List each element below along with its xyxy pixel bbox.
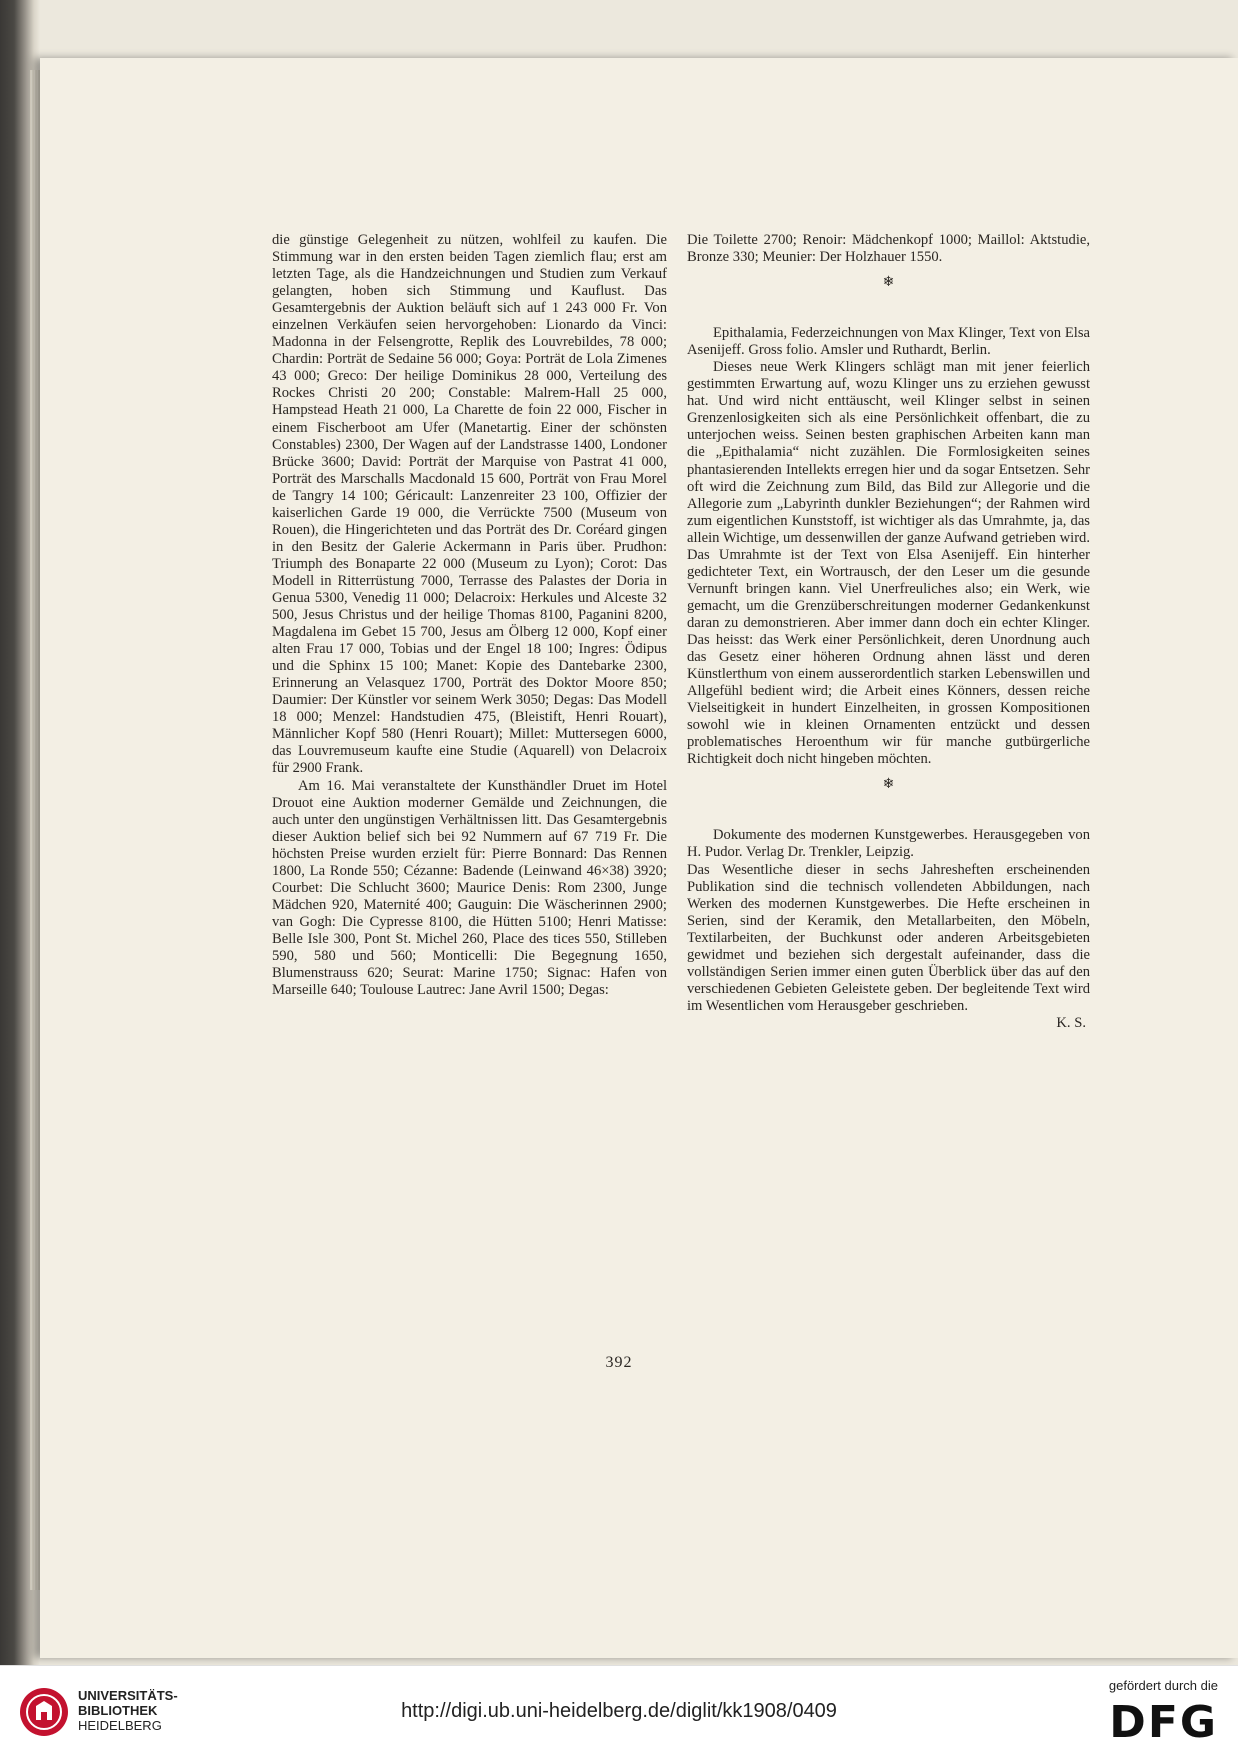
digitization-footer bbox=[0, 1665, 1238, 1754]
review-dokumente-header: Dokumente des modernen Kunstgewerbes. Herausgegeben von H. Pudor. Verlag Dr. Trenkler, Leipzig. bbox=[687, 827, 1090, 861]
page-number: 392 bbox=[605, 1354, 633, 1371]
asterism-ornament: ❄ bbox=[882, 275, 895, 291]
sponsor-block bbox=[1108, 1678, 1218, 1748]
right-column bbox=[687, 232, 1090, 1032]
review-dokumente-body: Das Wesentliche dieser in sechs Jahresheften erscheinenden Publikation sind die technisch vollendeten Abbildungen, nach Werken des modernen Kunstgewerbes. Die Hefte erscheinen in Serien, sind der Keramik, den Metallarbeiten, den Möbeln, Textilarbeiten, der Buchkunst oder anderen Arbeitsgebieten gewidmet und beziehen sich dergestalt aufeinander, dass die vollständigen Serien immer einen guten Überblick über das auf den verschiedenen Gebieten Geleistete geben. Der begleitende Text wird im Wesentlichen vom Herausgeber geschrieben. bbox=[687, 861, 1090, 1014]
permalink-url[interactable]: http://digi.ub.uni-heidelberg.de/diglit/kk1908/0409 bbox=[401, 1700, 837, 1722]
review-epithalamia-body: Dieses neue Werk Klingers schlägt man mit jener feierlich gestimmten Erwartung auf, wozu Klinger uns zu erziehen gewusst hat. Und wird nicht enttäuscht, weil Klinger selbst in seinen Grenzenlosigkeiten sich als eine Persönlichkeit offenbart, die zu unterjochen weiss. Seinen besten graphischen Arbeiten kann man die „Epithalamia“ nicht zuzählen. Die Formlosigkeiten seines phantasierenden Intellekts erregen hier und da sogar Entsetzen. Sehr oft wird die Zeichnung zum Bild, das Bild zur Allegorie und die Allegorie zum „Labyrinth dunkler Beziehungen“; der Rahmen wird zum eigentlichen Kunststoff, ist wichtiger als das Umrahmte, ja, das allein Wichtige, um dessenwillen der ganze Aufwand getrieben wird. Das Umrahmte ist der Text von Elsa Asenijeff. Ein hinterher gedichteter Text, ein Wortrausch, der den Leser um die gesunde Vernunft bringen kann. Viel Unerfreuliches also; ein Werk, wie gemacht, um die Grenzüberschreitungen moderner Gedankenkunst daran zu demonstrieren. Aber immer dann doch ein echter Klinger. Das heisst: das Werk einer Persönlichkeit, deren Unordnung auch das Gesetz einer höheren Ordnung ahnen lässt und deren Künstlerthum von einem ausserordentlich starken Lebenswillen und Allgefühl bedient wird; die Arbeit eines Könners, dessen reiche Vielseitigkeit in hundert Einzelheiten, in grossen Kompositionen sowohl wie in kleinen Ornamenten entzückt und dessen problematisches Heroenthum wir für manche gutbürgerliche Richtigkeit doch nicht hingeben möchten. bbox=[687, 359, 1090, 768]
review-epithalamia-header: Epithalamia, Federzeichnungen von Max Klinger, Text von Elsa Asenijeff. Gross folio. Amsler und Ruthardt, Berlin. bbox=[687, 325, 1090, 359]
auction-paragraph-1: die günstige Gelegenheit zu nützen, wohlfeil zu kaufen. Die Stimmung war in den ersten beiden Tagen ziemlich flau; erst am letzten Tage, als die Handzeichnungen und Studien zum Verkauf gelangten, hoben sich Stimmung und Kauflust. Das Gesamtergebnis der Auktion beläuft sich auf 1 243 000 Fr. Von einzelnen Verkäufen seien hervorgehoben: Lionardo da Vinci: Madonna in der Felsengrotte, Replik des Louvrebildes, 78 000; Chardin: Porträt de Sedaine 56 000; Goya: Porträt de Lola Zimenes 43 000; Greco: Der heilige Dominikus 28 000, Verteilung des Rockes Christi 20 200; Constable: Malrem-Hall 25 000, Hampstead Heath 21 000, La Charette de foin 22 000, Fischer in einem Fischerboot am Ufer (Manetartig. Einer der schönsten Constables) 2300, Der Wagen auf der Landstrasse 1400, Londoner Brücke 3600; David: Porträt der Marquise von Pastrat 41 000, Porträt des Marschalls Macdonald 15 600, Porträt von Frau Morel de Tangry 14 100; Géricault: Lanzenreiter 23 100, Offizier der kaiserlichen Garde 19 000, die Verrückte 7500 (Museum von Rouen), die Hingerichteten und das Porträt des Dr. Coréard gingen in den Besitz der Galerie Ackermann in Paris über. Prudhon: Triumph des Bonaparte 22 000 (Museum zu Lyon); Corot: Das Modell in Ritterrüstung 7000, Terrasse des Palastes der Doria in Genua 5300, Venedig 11 000; Delacroix: Herkules und Alceste 32 500, Jesus Christus und der heilige Thomas 8100, Paganini 8200, Magdalena im Gebet 15 700, Jesus am Ölberg 12 000, Kopf einer alten Frau 17 000, Tobias und der Engel 18 100; Ingres: Ödipus und die Sphinx 15 100; Manet: Kopie des Dantebarke 2300, Erinnerung an Velasquez 1700, Porträt des Doktor Moore 850; Daumier: Der Künstler vor seinem Werk 3050; Degas: Das Modell 18 000; Menzel: Handstudien 475, (Bleistift, Henri Rouart), Männlicher Kopf 580 (Henri Rouart); Millet: Muttersegen 6000, das Louvremuseum kaufte eine Studie (Aquarell) von Delacroix für 2900 Frank. bbox=[272, 232, 667, 777]
continuation-paragraph: Die Toilette 2700; Renoir: Mädchenkopf 1000; Maillol: Aktstudie, Bronze 330; Meunier: Der Holzhauer 1550. bbox=[687, 232, 1090, 266]
sponsor-text: gefördert durch die bbox=[1108, 1678, 1218, 1693]
asterism-ornament: ❄ bbox=[882, 777, 895, 793]
auction-paragraph-2: Am 16. Mai veranstaltete der Kunsthändler Druet im Hotel Drouot eine Auktion moderner Gemälde und Zeichnungen, die auch unter den ungünstigen Verhältnissen litt. Das Gesamtergebnis dieser Auktion belief sich bei 92 Nummern auf 67 719 Fr. Die höchsten Preise wurden erzielt für: Pierre Bonnard: Das Rennen 1800, La Ronde 550; Cézanne: Badende (Leinwand 46×38) 3920; Courbet: Die Schlucht 3600; Maurice Denis: Rom 2300, Junge Mädchen 920, Maternité 400; Gauguin: Die Wäscherinnen 2900; van Gogh: Die Cypresse 8100, die Hütten 5100; Henri Matisse: Belle Isle 300, Pont St. Michel 260, Place des tices 550, Stilleben 590, 580 und 560; Monticelli: Die Begegnung 1650, Blumenstrauss 620; Seurat: Marine 1750; Signac: Hafen von Marseille 640; Toulouse Lautrec: Jane Avril 1500; Degas: bbox=[272, 777, 667, 999]
library-name: UNIVERSITÄTS- BIBLIOTHEK HEIDELBERG bbox=[78, 1688, 178, 1733]
left-column bbox=[272, 232, 667, 999]
author-signature: K. S. bbox=[1056, 1014, 1086, 1031]
dfg-logo: DFG bbox=[1109, 1697, 1218, 1748]
